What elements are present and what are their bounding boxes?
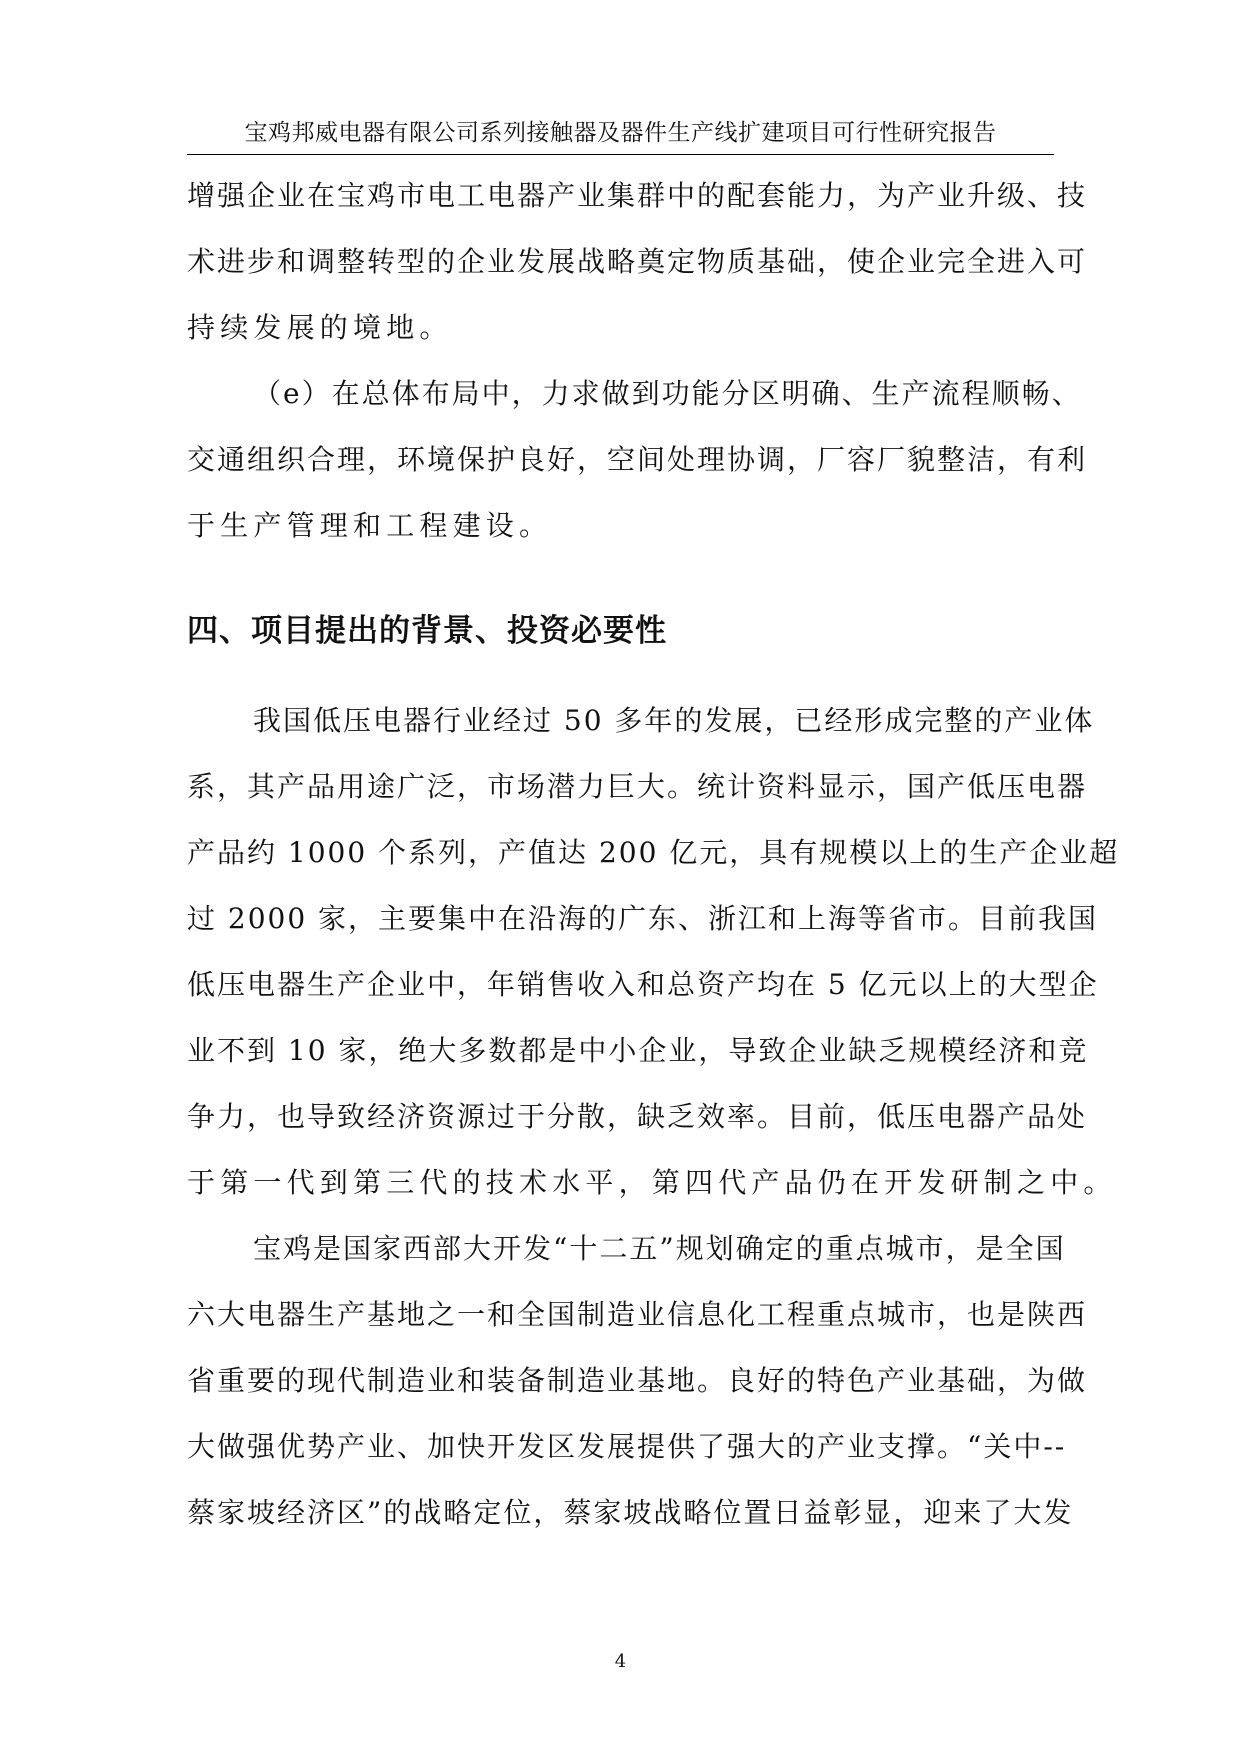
paragraph-line: 大做强优势产业、加快开发区发展提供了强大的产业支撑。“关中-- <box>187 1430 1067 1463</box>
paragraph-line: 术进步和调整转型的企业发展战略奠定物质基础，使企业完全进入可 <box>187 245 1088 278</box>
paragraph-line: 业不到 10 家，绝大多数都是中小企业，导致企业缺乏规模经济和竞 <box>187 1034 1089 1067</box>
page-number: 4 <box>614 1651 627 1672</box>
paragraph-line: 我国低压电器行业经过 50 多年的发展，已经形成完整的产业体 <box>253 704 1095 737</box>
paragraph-4 <box>187 1216 1088 1546</box>
paragraph-2 <box>187 361 1088 559</box>
paragraph-3 <box>187 688 1120 1216</box>
paragraph-line: 持续发展的境地。 <box>187 311 453 344</box>
paragraph-line: 宝鸡是国家西部大开发“十二五”规划确定的重点城市，是全国 <box>253 1232 1066 1265</box>
running-header: 宝鸡邦威电器有限公司系列接触器及器件生产线扩建项目可行性研究报告 <box>244 120 997 146</box>
paragraph-line: 六大电器生产基地之一和全国制造业信息化工程重点城市，也是陕西 <box>187 1298 1088 1331</box>
paragraph-1 <box>187 163 1088 361</box>
paragraph-line: 蔡家坡经济区”的战略定位，蔡家坡战略位置日益彰显，迎来了大发 <box>187 1496 1074 1529</box>
paragraph-line: 过 2000 家，主要集中在沿海的广东、浙江和上海等省市。目前我国 <box>187 902 1099 935</box>
paragraph-line: 于生产管理和工程建设。 <box>187 509 553 542</box>
paragraph-line: 低压电器生产企业中，年销售收入和总资产均在 5 亿元以上的大型企 <box>187 968 1099 1001</box>
paragraph-line: 交通组织合理，环境保护良好，空间处理协调，厂容厂貌整洁，有利 <box>187 443 1088 476</box>
paragraph-line: 争力，也导致经济资源过于分散，缺乏效率。目前，低压电器产品处 <box>187 1100 1088 1133</box>
paragraph-line: 于第一代到第三代的技术水平，第四代产品仍在开发研制之中。 <box>187 1166 1117 1199</box>
paragraph-line: （e）在总体布局中，力求做到功能分区明确、生产流程顺畅、 <box>253 377 1082 410</box>
section-heading: 四、项目提出的背景、投资必要性 <box>187 613 667 649</box>
paragraph-line: 省重要的现代制造业和装备制造业基地。良好的特色产业基础，为做 <box>187 1364 1088 1397</box>
paragraph-line: 产品约 1000 个系列，产值达 200 亿元，具有规模以上的生产企业超 <box>187 836 1120 869</box>
header-rule <box>187 154 1054 155</box>
paragraph-line: 系，其产品用途广泛，市场潜力巨大。统计资料显示，国产低压电器 <box>187 770 1088 803</box>
paragraph-line: 增强企业在宝鸡市电工电器产业集群中的配套能力，为产业升级、技 <box>187 179 1088 212</box>
